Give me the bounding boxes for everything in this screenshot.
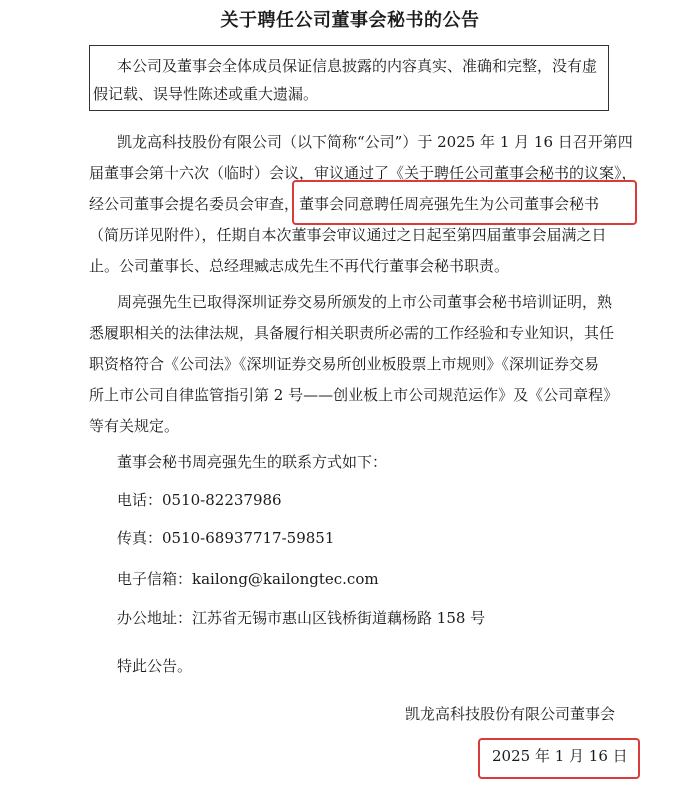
para1-line-5: 止。公司董事长、总经理臧志成先生不再代行董事会秘书职责。 xyxy=(89,257,510,275)
para1-line-4: （简历详见附件），任期自本次董事会审议通过之日起至第四届董事会届满之日 xyxy=(89,226,607,244)
contact-address: 办公地址：江苏省无锡市惠山区钱桥街道藕杨路 158 号 xyxy=(117,609,486,627)
contact-intro: 董事会秘书周亮强先生的联系方式如下： xyxy=(117,453,388,471)
contact-fax: 传真：0510-68937717-59851 xyxy=(117,529,335,547)
notice-line-2: 假记载、误导性陈述或重大遗漏。 xyxy=(93,85,319,103)
contact-email: 电子信箱：kailong@kailongtec.com xyxy=(117,570,379,588)
para1-line-2: 届董事会第十六次（临时）会议，审议通过了《关于聘任公司董事会秘书的议案》， xyxy=(89,164,637,182)
para2-line-2: 悉履职相关的法律法规，具备履行相关职责所必需的工作经验和专业知识，其任 xyxy=(89,324,615,342)
notice-line-1: 本公司及董事会全体成员保证信息披露的内容真实、准确和完整，没有虚 xyxy=(117,57,598,75)
para1-line-3: 经公司董事会提名委员会审查，董事会同意聘任周亮强先生为公司董事会秘书 xyxy=(89,195,600,213)
closing-text: 特此公告。 xyxy=(117,657,193,675)
signature-company: 凯龙高科技股份有限公司董事会 xyxy=(405,705,616,723)
para2-line-3: 职资格符合《公司法》《深圳证券交易所创业板股票上市规则》《深圳证券交易 xyxy=(89,355,600,373)
para1-line-1: 凯龙高科技股份有限公司（以下简称“公司”）于 2025 年 1 月 16 日召开第四 xyxy=(117,133,633,151)
para2-line-4: 所上市公司自律监管指引第 2 号——创业板上市公司规范运作》及《公司章程》 xyxy=(89,386,619,404)
document-title: 关于聘任公司董事会秘书的公告 xyxy=(220,10,480,31)
para2-line-1: 周亮强先生已取得深圳证券交易所颁发的上市公司董事会秘书培训证明，熟 xyxy=(117,293,613,311)
highlight-appointment-box xyxy=(292,180,637,225)
para2-line-5: 等有关规定。 xyxy=(89,417,180,435)
signature-date: 2025 年 1 月 16 日 xyxy=(492,747,628,765)
contact-phone: 电话：0510-82237986 xyxy=(117,491,282,509)
